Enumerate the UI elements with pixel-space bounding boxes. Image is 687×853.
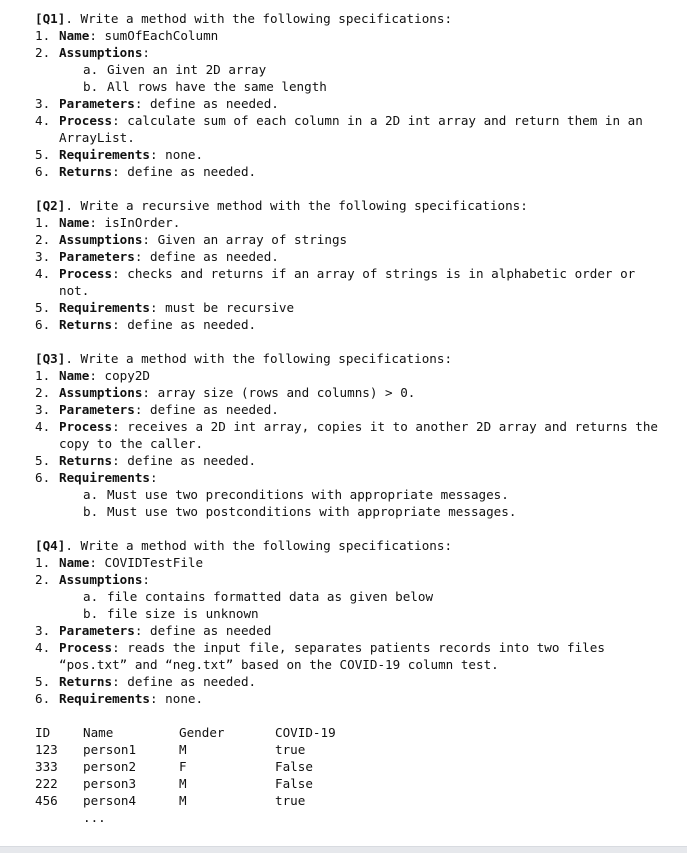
spec-item <box>35 622 667 639</box>
question-heading <box>35 537 667 554</box>
question-heading <box>35 10 667 27</box>
sub-item <box>35 61 667 78</box>
cell-covid: true <box>275 793 306 808</box>
question-intro: . Write a recursive method with the following specifications: <box>65 198 528 213</box>
cell-name: person3 <box>83 776 137 791</box>
item-number: 5. <box>35 147 51 162</box>
sub-text: All rows have the same length <box>107 79 327 94</box>
cell-name: person4 <box>83 793 137 808</box>
sub-text: file contains formatted data as given below <box>107 589 434 604</box>
item-label: Returns <box>59 317 113 332</box>
item-text: : none. <box>150 147 204 162</box>
spec-item <box>35 452 667 469</box>
spec-item <box>35 248 667 265</box>
item-label: Process <box>59 113 113 128</box>
item-label: Requirements <box>59 300 150 315</box>
spec-item <box>35 163 667 180</box>
question-heading <box>35 197 667 214</box>
cell-gender: F <box>179 759 187 774</box>
item-text: : calculate sum of each column in a 2D int array and return them in an ArrayList. <box>59 113 643 145</box>
item-text: : define as needed. <box>112 453 257 468</box>
cell-covid: False <box>275 759 313 774</box>
item-text: : define as needed <box>134 623 272 638</box>
item-label: Requirements <box>59 147 150 162</box>
sub-text: Must use two postconditions with appropriate messages. <box>107 504 517 519</box>
item-number: 6. <box>35 691 51 706</box>
item-label: Process <box>59 266 113 281</box>
item-label: Assumptions <box>59 385 143 400</box>
item-number: 1. <box>35 28 51 43</box>
item-label: Name <box>59 555 90 570</box>
cell-gender: M <box>179 776 187 791</box>
item-label: Returns <box>59 453 113 468</box>
table-row <box>35 792 667 809</box>
item-number: 2. <box>35 385 51 400</box>
spec-item <box>35 367 667 384</box>
item-number: 3. <box>35 402 51 417</box>
item-label: Returns <box>59 674 113 689</box>
item-number: 2. <box>35 232 51 247</box>
question-tag: [Q1] <box>35 11 66 26</box>
spec-item <box>35 384 667 401</box>
item-label: Returns <box>59 164 113 179</box>
spec-item <box>35 418 667 452</box>
item-text: : checks and returns if an array of strings is in alphabetic order or not. <box>59 266 636 298</box>
question-tag: [Q3] <box>35 351 66 366</box>
item-number: 1. <box>35 555 51 570</box>
item-number: 5. <box>35 300 51 315</box>
bottom-scrollbar-strip <box>0 846 687 853</box>
header-covid: COVID-19 <box>275 725 336 740</box>
sub-number: b. <box>83 79 99 94</box>
item-label: Parameters <box>59 249 135 264</box>
question-3 <box>35 350 667 520</box>
item-text: : define as needed. <box>112 317 257 332</box>
cell-id: 456 <box>35 793 58 808</box>
item-text: : must be recursive <box>150 300 295 315</box>
item-number: 6. <box>35 470 51 485</box>
item-text: : sumOfEachColumn <box>89 28 219 43</box>
question-tag: [Q4] <box>35 538 66 553</box>
item-label: Process <box>59 419 113 434</box>
item-text: : <box>150 470 158 485</box>
item-text: : receives a 2D int array, copies it to another 2D array and returns the copy to the caller. <box>59 419 658 451</box>
question-heading <box>35 350 667 367</box>
item-label: Assumptions <box>59 572 143 587</box>
item-number: 3. <box>35 96 51 111</box>
question-2 <box>35 197 667 333</box>
item-text: : COVIDTestFile <box>89 555 204 570</box>
cell-gender: M <box>179 793 187 808</box>
table-row <box>35 758 667 775</box>
item-number: 3. <box>35 249 51 264</box>
spec-item <box>35 571 667 588</box>
sub-item <box>35 78 667 95</box>
spec-item <box>35 639 667 673</box>
question-intro: . Write a method with the following specifications: <box>65 351 453 366</box>
sub-number: a. <box>83 487 99 502</box>
question-intro: . Write a method with the following specifications: <box>65 11 453 26</box>
spec-item <box>35 44 667 61</box>
item-number: 5. <box>35 674 51 689</box>
item-number: 6. <box>35 164 51 179</box>
sub-item <box>35 486 667 503</box>
item-label: Requirements <box>59 470 150 485</box>
table-ellipsis: ... <box>83 810 106 825</box>
item-text: : array size (rows and columns) > 0. <box>142 385 416 400</box>
table-row <box>35 775 667 792</box>
item-label: Name <box>59 368 90 383</box>
table-row <box>35 741 667 758</box>
spec-item <box>35 214 667 231</box>
spec-item <box>35 231 667 248</box>
spec-item <box>35 469 667 486</box>
spec-item <box>35 146 667 163</box>
cell-id: 222 <box>35 776 58 791</box>
item-label: Assumptions <box>59 232 143 247</box>
cell-id: 333 <box>35 759 58 774</box>
sub-number: a. <box>83 62 99 77</box>
cell-covid: true <box>275 742 306 757</box>
item-number: 4. <box>35 266 51 281</box>
cell-name: person1 <box>83 742 137 757</box>
sub-item <box>35 503 667 520</box>
item-number: 6. <box>35 317 51 332</box>
item-number: 4. <box>35 640 51 655</box>
question-1 <box>35 10 667 180</box>
question-4 <box>35 537 667 707</box>
table-header <box>35 724 667 741</box>
data-table <box>35 724 667 826</box>
sub-item <box>35 605 667 622</box>
header-id: ID <box>35 725 51 740</box>
item-number: 4. <box>35 419 51 434</box>
header-gender: Gender <box>179 725 225 740</box>
question-tag: [Q2] <box>35 198 66 213</box>
item-label: Parameters <box>59 96 135 111</box>
item-text: : define as needed. <box>112 674 257 689</box>
cell-covid: False <box>275 776 313 791</box>
item-number: 4. <box>35 113 51 128</box>
item-number: 2. <box>35 572 51 587</box>
item-text: : define as needed. <box>134 249 279 264</box>
cell-name: person2 <box>83 759 137 774</box>
item-text: : <box>142 45 150 60</box>
spec-item <box>35 401 667 418</box>
item-label: Requirements <box>59 691 150 706</box>
item-label: Name <box>59 28 90 43</box>
item-text: : none. <box>150 691 204 706</box>
item-label: Assumptions <box>59 45 143 60</box>
spec-item <box>35 299 667 316</box>
item-number: 1. <box>35 368 51 383</box>
item-text: : define as needed. <box>134 96 279 111</box>
item-label: Parameters <box>59 623 135 638</box>
item-number: 2. <box>35 45 51 60</box>
cell-gender: M <box>179 742 187 757</box>
item-text: : define as needed. <box>134 402 279 417</box>
spec-item <box>35 265 667 299</box>
item-number: 5. <box>35 453 51 468</box>
item-label: Process <box>59 640 113 655</box>
item-number: 1. <box>35 215 51 230</box>
cell-id: 123 <box>35 742 58 757</box>
sub-number: a. <box>83 589 99 604</box>
spec-item <box>35 554 667 571</box>
item-number: 3. <box>35 623 51 638</box>
spec-item <box>35 673 667 690</box>
spec-item <box>35 112 667 146</box>
spec-item <box>35 316 667 333</box>
sub-number: b. <box>83 504 99 519</box>
sub-item <box>35 588 667 605</box>
sub-text: Must use two preconditions with appropriate messages. <box>107 487 509 502</box>
item-label: Parameters <box>59 402 135 417</box>
spec-item <box>35 690 667 707</box>
spec-item <box>35 27 667 44</box>
item-text: : reads the input file, separates patients records into two files “pos.txt” and “neg.txt” based on the COVID-19 column test. <box>59 640 605 672</box>
item-text: : Given an array of strings <box>142 232 348 247</box>
document <box>35 10 667 826</box>
spec-item <box>35 95 667 112</box>
sub-text: file size is unknown <box>107 606 259 621</box>
header-name: Name <box>83 725 114 740</box>
sub-number: b. <box>83 606 99 621</box>
item-text: : copy2D <box>89 368 151 383</box>
item-text: : define as needed. <box>112 164 257 179</box>
question-intro: . Write a method with the following specifications: <box>65 538 453 553</box>
item-label: Name <box>59 215 90 230</box>
item-text: : <box>142 572 150 587</box>
sub-text: Given an int 2D array <box>107 62 267 77</box>
item-text: : isInOrder. <box>89 215 181 230</box>
